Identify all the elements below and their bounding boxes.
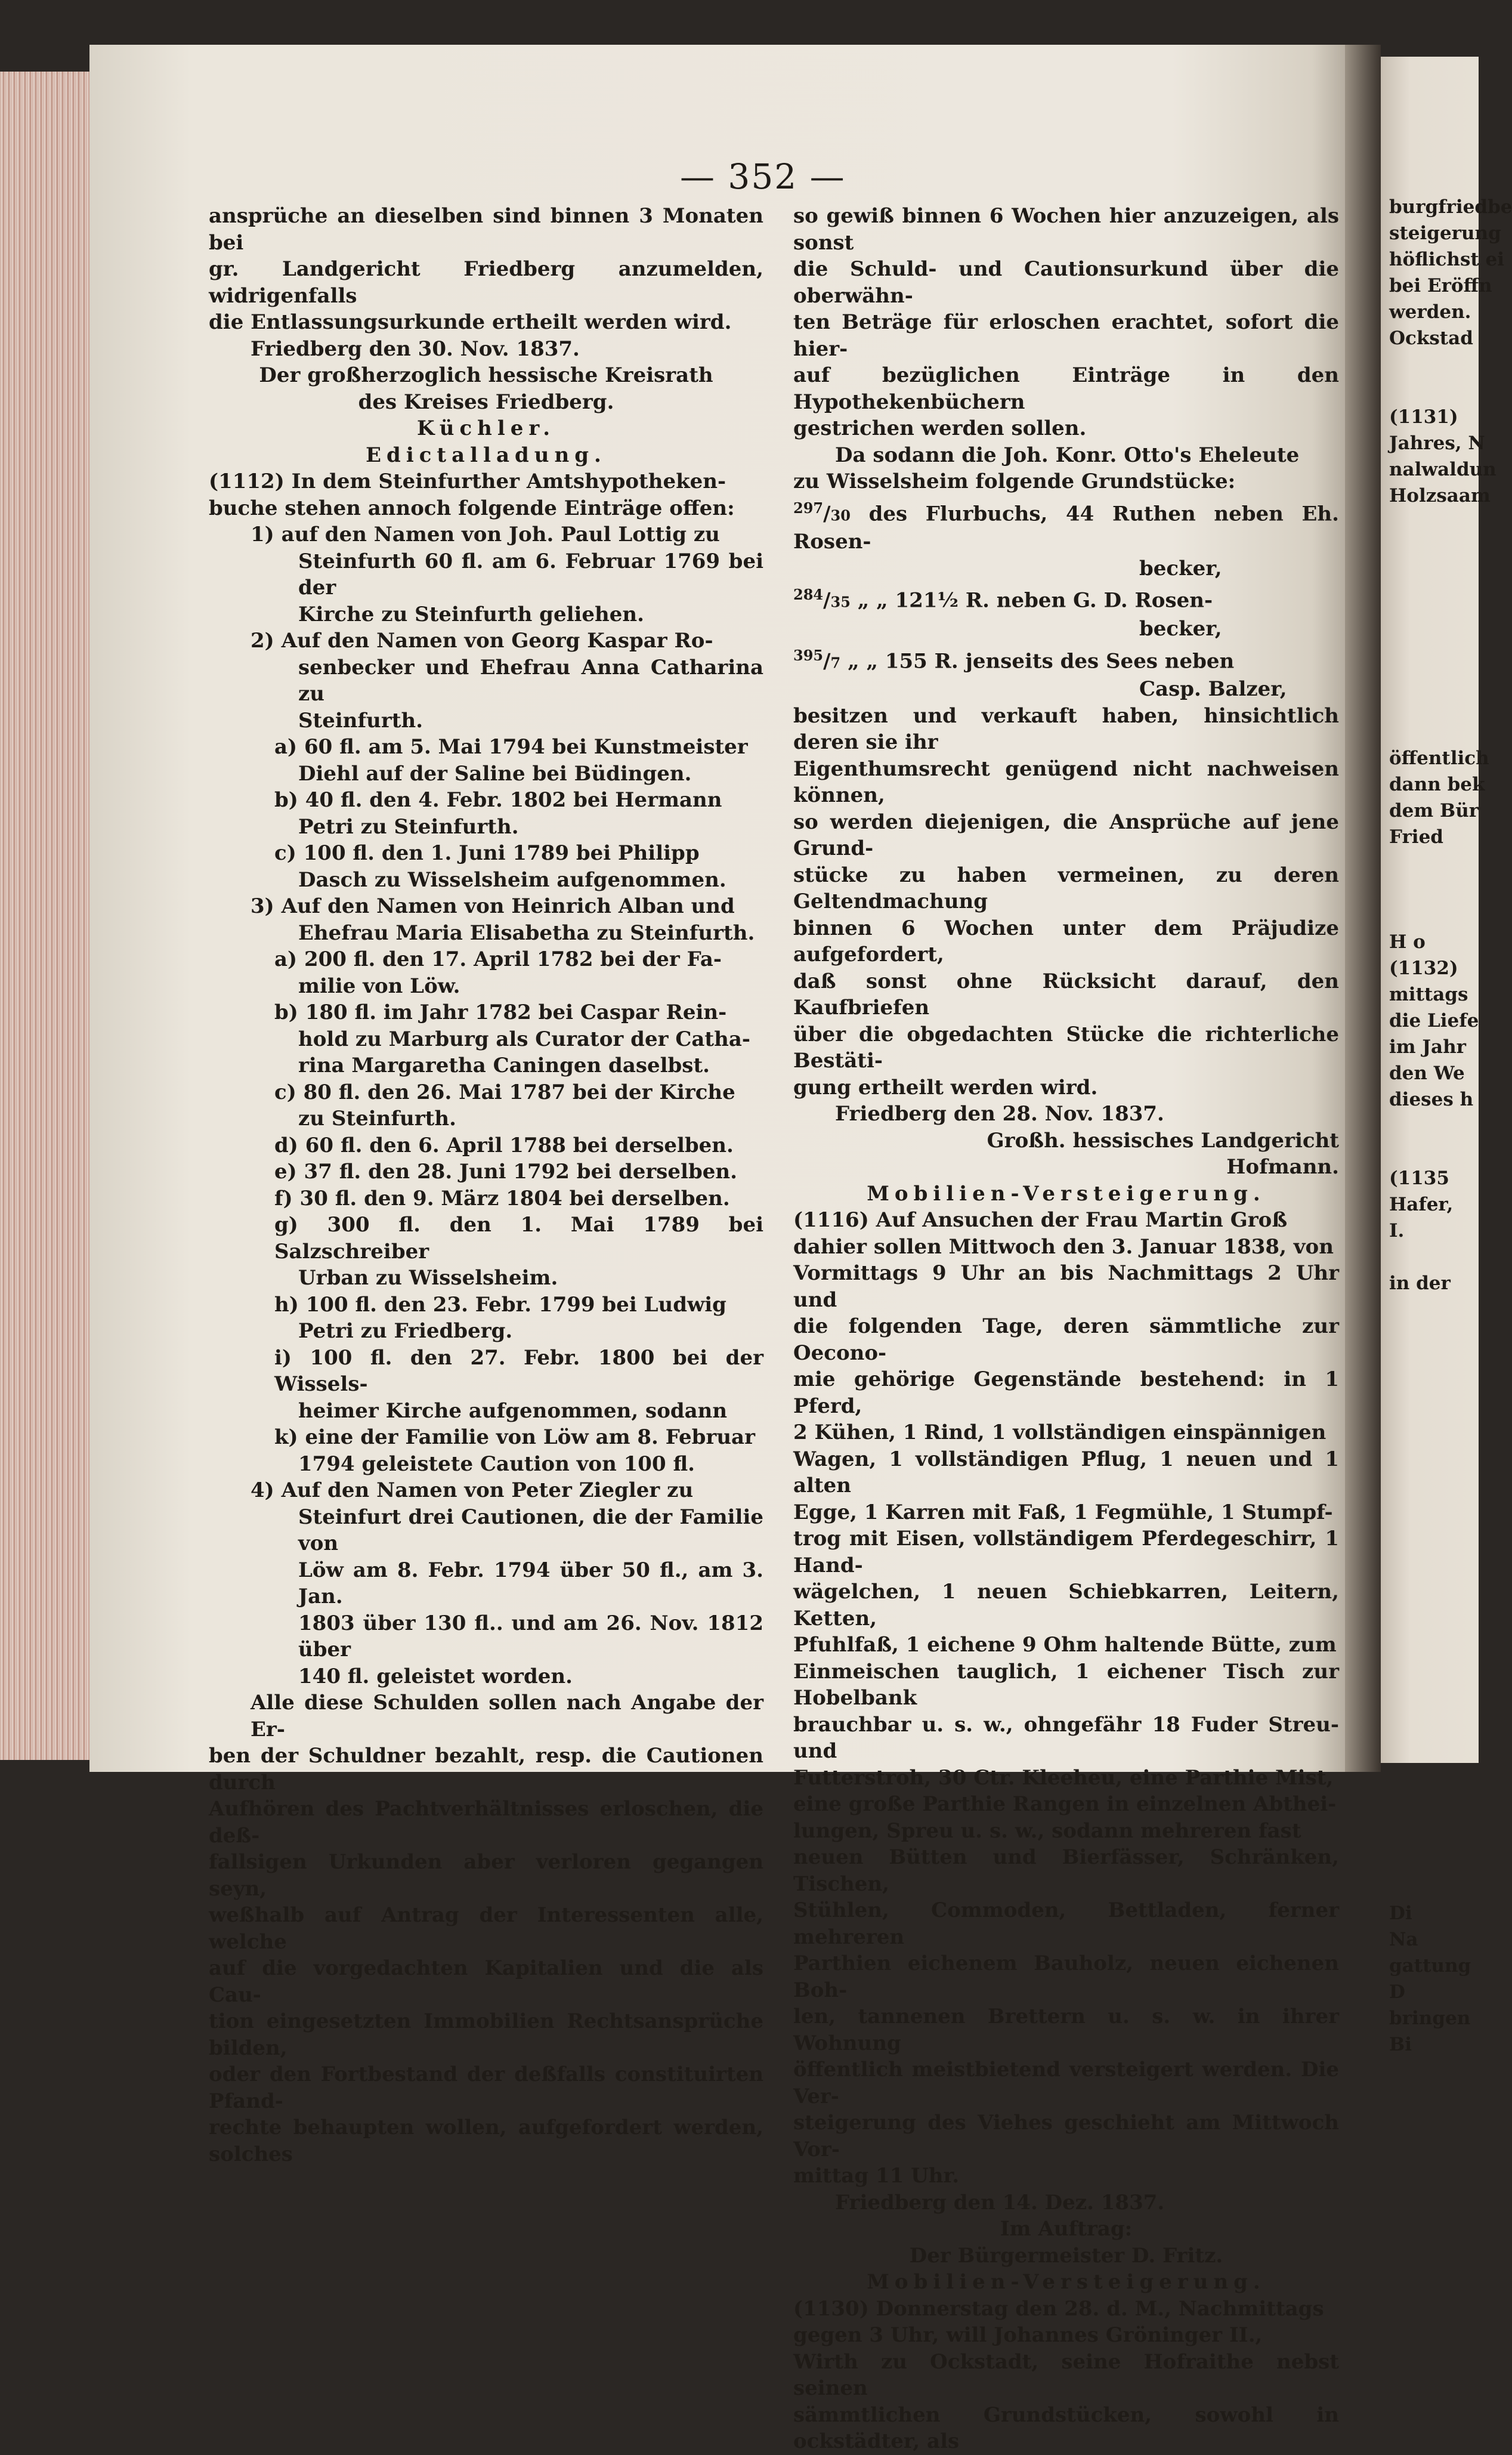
text-line: ansprüche an dieselben sind binnen 3 Monaten bei (209, 204, 763, 255)
facing-line: Holzsaam (1389, 485, 1491, 507)
text-line: sämmtlichen Grundstücken, sowohl in ockstädter, als (793, 2402, 1339, 2454)
text-line: senbecker und Ehefrau Anna Catharina zu (298, 655, 763, 706)
facing-line (1389, 1585, 1512, 1611)
text-line: 1) auf den Namen von Joh. Paul Lottig zu (251, 523, 720, 546)
text-line: Ehefrau Maria Elisabetha zu Steinfurth. (298, 921, 755, 945)
facing-line: (1132) (1389, 958, 1458, 979)
text-line: fallsigen Urkunden aber verloren gegangen seyn, (209, 1850, 763, 1901)
text-line: a) 60 fl. am 5. Mai 1794 bei Kunstmeister (274, 735, 748, 759)
facing-line (1389, 1716, 1512, 1743)
text-line: Parthien eichenem Bauholz, neuen eichenen Boh- (793, 1951, 1339, 2002)
text-line: 1794 geleistete Caution von 100 fl. (298, 1452, 695, 1476)
facing-line (1389, 1821, 1512, 1848)
text-line: Friedberg den 28. Nov. 1837. (835, 1102, 1164, 1126)
text-line: Friedberg den 30. Nov. 1837. (251, 336, 580, 361)
facing-line (1389, 903, 1512, 929)
text-line: heimer Kirche aufgenommen, sodann (298, 1398, 728, 1423)
text-line: Mobilien-Versteigerung. (867, 2270, 1266, 2295)
text-line: len, tannenen Brettern u. s. w. in ihrer Wohnung (793, 2005, 1339, 2055)
text-line: gestrichen werden sollen. (793, 416, 1087, 440)
facing-line (1389, 1664, 1512, 1690)
text-line: stücke zu haben vermeinen, zu deren Geltendmachung (793, 863, 1339, 914)
facing-line: in der (1389, 1273, 1451, 1294)
text-line: Alle diese Schulden sollen nach Angabe der Er- (251, 1691, 763, 1741)
text-line: Hofmann. (1226, 1155, 1339, 1179)
text-line: Steinfurth. (298, 708, 423, 733)
text-line: Dasch zu Wisselsheim aufgenommen. (298, 867, 726, 892)
text-line: ten Beträge für erloschen erachtet, sofort die hier- (793, 310, 1339, 361)
text-line: daß sonst ohne Rücksicht darauf, den Kaufbriefen (793, 969, 1339, 1020)
facing-line: Bi (1389, 2034, 1412, 2055)
facing-line (1389, 876, 1512, 903)
text-line: auf die vorgedachten Kapitalien und die als Cau- (209, 1956, 763, 2007)
text-line: die folgenden Tage, deren sämmtliche zur Oecono- (793, 1314, 1339, 1365)
facing-line: mittags (1389, 984, 1468, 1005)
text-line: Im Auftrag: (1000, 2217, 1133, 2241)
text-line: Edictalladung. (366, 443, 607, 467)
text-line: 2 Kühen, 1 Rind, 1 vollständigen einspännigen (793, 1420, 1327, 1445)
facing-line: Di (1389, 1903, 1412, 1924)
facing-line (1389, 1848, 1512, 1874)
facing-line: höflichst ei (1389, 249, 1505, 270)
text-line: Löw am 8. Febr. 1794 über 50 fl., am 3. Jan. (298, 1558, 763, 1608)
text-line: neuen Bütten und Bierfässer, Schränken, Tischen, (793, 1845, 1339, 1896)
facing-line (1389, 1533, 1512, 1559)
text-line: Urban zu Wisselsheim. (298, 1266, 558, 1290)
text-line: Da sodann die Joh. Konr. Otto's Eheleute (835, 443, 1300, 467)
facing-line (1389, 1244, 1512, 1270)
facing-line: Ockstad (1389, 328, 1473, 349)
text-line: oder den Fortbestand der deßfalls constituirten Pfand- (209, 2062, 763, 2113)
text-line: Stühlen, Commoden, Bettladen, ferner mehreren (793, 1898, 1339, 1949)
text-line: 2) Auf den Namen von Georg Kaspar Ro- (251, 629, 713, 653)
facing-line: H o (1389, 931, 1426, 953)
text-line: öffentlich meistbietend versteigert werden. Die Ver- (793, 2058, 1339, 2108)
text-line: lungen, Spreu u. s. w., sodann mehreren fast (793, 1818, 1301, 1843)
facing-line (1389, 1611, 1512, 1638)
parcel-continuation: Casp. Balzer, (1139, 677, 1287, 702)
text-line: auf bezüglichen Einträge in den Hypothekenbüchern (793, 363, 1339, 414)
facing-line (1389, 1559, 1512, 1585)
facing-line (1389, 378, 1512, 404)
facing-line: steigerung (1389, 223, 1501, 244)
facing-line (1389, 1296, 1512, 1323)
text-line: Futterstroh, 30 Ctr. Kleeheu, eine Parthie Mist, (793, 1765, 1334, 1790)
text-line: rina Margaretha Caningen daselbst. (298, 1054, 710, 1077)
text-line: c) 100 fl. den 1. Juni 1789 bei Philipp (274, 841, 700, 865)
facing-line (1389, 719, 1512, 745)
text-line: a) 200 fl. den 17. April 1782 bei der Fa- (274, 947, 722, 971)
text-line: Einmeischen tauglich, 1 eichener Tisch zur Hobelbank (793, 1659, 1339, 1710)
parcel-list (793, 495, 1339, 703)
text-line: Pfuhlfaß, 1 eichene 9 Ohm haltende Bütte, zum (793, 1633, 1337, 1657)
facing-line (1389, 850, 1512, 876)
facing-line (1389, 1113, 1512, 1139)
book-gutter (1345, 45, 1381, 1772)
text-line: Küchler. (416, 416, 556, 440)
facing-line (1389, 1769, 1512, 1795)
text-line: weßhalb auf Antrag der Interessenten alle, welche (209, 1903, 763, 1954)
facing-line: Fried (1389, 826, 1443, 848)
facing-line: bringen (1389, 2008, 1471, 2029)
facing-line (1389, 1375, 1512, 1401)
text-line: zu Wisselsheim folgende Grundstücke: (793, 470, 1236, 493)
facing-line: (1135 (1389, 1168, 1449, 1189)
text-line: Wirth zu Ockstadt, seine Hofraithe nebst seinen (793, 2349, 1339, 2401)
parcel-text: des Flurbuchs, 44 Ruthen neben Eh. Rosen- (793, 501, 1339, 554)
parcel-number: 395 (793, 646, 824, 664)
text-line: tion eingesetzten Immobilien Rechtsansprüche bilden, (209, 2009, 763, 2060)
parcel-denominator: 30 (830, 506, 851, 524)
facing-line: burgfriedbe (1389, 196, 1512, 218)
text-line: mie gehörige Gegenstände bestehend: in 1 Pferd, (793, 1367, 1339, 1418)
text-line: steigerung des Viehes geschieht am Mittwoch Vor- (793, 2111, 1339, 2161)
text-line: mittag 11 Uhr. (793, 2164, 960, 2188)
text-line: (1116) Auf Ansuchen der Frau Martin Groß (793, 1208, 1288, 1233)
facing-line (1389, 588, 1512, 614)
facing-line (1389, 640, 1512, 666)
text-line: g) 300 fl. den 1. Mai 1789 bei Salzschreiber (274, 1213, 763, 1264)
facing-line: nalwaldun (1389, 459, 1496, 480)
text-line: Großh. hessisches Landgericht (987, 1128, 1339, 1153)
text-line: hold zu Marburg als Curator der Catha- (298, 1027, 750, 1051)
text-line: besitzen und verkauft haben, hinsichtlich deren sie ihr (793, 703, 1339, 755)
facing-line (1389, 1874, 1512, 1900)
facing-line (1389, 1795, 1512, 1821)
text-line: h) 100 fl. den 23. Febr. 1799 bei Ludwig (274, 1292, 726, 1317)
facing-line (1389, 666, 1512, 693)
facing-line: öffentlich (1389, 748, 1489, 769)
text-line: d) 60 fl. den 6. April 1788 bei derselben. (274, 1133, 734, 1157)
text-line: Der großherzoglich hessische Kreisrath (259, 363, 713, 387)
text-line: Friedberg den 14. Dez. 1837. (835, 2190, 1165, 2215)
parcel-number: 297 (793, 499, 824, 517)
text-line: Egge, 1 Karren mit Faß, 1 Fegmühle, 1 Stumpf- (793, 1500, 1333, 1524)
page-number: — 352 — (680, 156, 846, 197)
right-column (793, 203, 1339, 2455)
facing-line (1389, 351, 1512, 378)
facing-line (1389, 1401, 1512, 1428)
text-line: i) 100 fl. den 27. Febr. 1800 bei der Wissels- (274, 1345, 763, 1396)
text-line: des Kreises Friedberg. (358, 390, 614, 414)
text-line: milie von Löw. (298, 974, 460, 998)
facing-line: Hafer, (1389, 1194, 1454, 1215)
right-column-body (793, 703, 1339, 2455)
text-line: buche stehen annoch folgende Einträge offen: (209, 496, 735, 520)
facing-line (1389, 1349, 1512, 1375)
parcel-continuation: becker, (1139, 617, 1222, 641)
text-line: binnen 6 Wochen unter dem Präjudize aufgefordert, (793, 916, 1339, 967)
text-line: ben der Schuldner bezahlt, resp. die Cautionen durch (209, 1744, 763, 1795)
text-line: 3) Auf den Namen von Heinrich Alban und (251, 894, 735, 918)
facing-line (1389, 1454, 1512, 1480)
facing-line (1389, 1480, 1512, 1506)
text-line: c) 80 fl. den 26. Mai 1787 bei der Kirche (274, 1080, 735, 1104)
right-column-intro (793, 203, 1339, 495)
facing-line (1389, 693, 1512, 719)
facing-line (1389, 1743, 1512, 1769)
text-line: Steinfurth 60 fl. am 6. Februar 1769 bei der (298, 549, 763, 600)
text-line: Vormittags 9 Uhr an bis Nachmittags 2 Uhr und (793, 1261, 1339, 1312)
facing-page (1381, 57, 1512, 2055)
text-line: (1112) In dem Steinfurther Amtshypotheken- (209, 470, 726, 493)
facing-line: dem Bür (1389, 800, 1479, 822)
parcel-entry: $^{395}$/7 „ „ 155 R. jenseits des Sees neben (793, 646, 1235, 673)
text-line: gegen 3 Uhr, will Johannes Gröninger II., (793, 2323, 1263, 2348)
parcel-denominator: 35 (830, 593, 851, 611)
text-line: trog mit Eisen, vollständigem Pferdegeschirr, 1 Hand- (793, 1527, 1339, 1577)
text-line: zu Steinfurth. (298, 1107, 456, 1131)
parcel-entry: $^{284}$/35 „ „ 121½ R. neben G. D. Rosen- (793, 586, 1213, 613)
parcel-text: „ „ 155 R. jenseits des Sees neben (840, 649, 1235, 673)
text-line: Aufhören des Pachtverhältnisses erloschen, die deß- (209, 1797, 763, 1848)
text-line: e) 37 fl. den 28. Juni 1792 bei derselben. (274, 1160, 737, 1184)
text-line: die Entlassungsurkunde ertheilt werden wird. (209, 310, 732, 334)
text-line: rechte behaupten wollen, aufgefordert werden, solches (209, 2116, 763, 2166)
facing-line (1389, 561, 1512, 588)
facing-line: die Liefe (1389, 1010, 1479, 1032)
text-line: eine große Parthie Rangen in einzelnen Abthei- (793, 1792, 1337, 1817)
facing-line: den We (1389, 1063, 1465, 1084)
facing-line: dann bek (1389, 774, 1485, 795)
text-line: so gewiß binnen 6 Wochen hier anzuzeigen, als sonst (793, 204, 1339, 255)
text-line: Eigenthumsrecht genügend nicht nachweisen können, (793, 756, 1339, 808)
facing-line (1389, 509, 1512, 535)
facing-line (1389, 1690, 1512, 1716)
facing-line: im Jahr (1389, 1036, 1466, 1058)
text-line: wägelchen, 1 neuen Schiebkarren, Leitern, Ketten, (793, 1580, 1339, 1631)
facing-line (1389, 1139, 1512, 1165)
facing-line: werden. (1389, 301, 1471, 323)
text-line: brauchbar u. s. w., ohngefähr 18 Fuder Streu- und (793, 1712, 1339, 1764)
facing-line: (1131) (1389, 406, 1458, 428)
parcel-text: „ „ 121½ R. neben G. D. Rosen- (850, 588, 1213, 613)
text-line: (1130) Donnerstag den 28. d. M., Nachmittags (793, 2296, 1324, 2321)
facing-line (1389, 1323, 1512, 1349)
text-line: 4) Auf den Namen von Peter Ziegler zu (251, 1478, 694, 1502)
text-line: k) eine der Familie von Löw am 8. Februar (274, 1425, 755, 1449)
facing-line: D (1389, 1981, 1405, 2003)
text-line: Mobilien-Versteigerung. (867, 1181, 1266, 1206)
text-line: gung ertheilt werden wird. (793, 1075, 1098, 1100)
text-line: 140 fl. geleistet worden. (298, 1664, 573, 1688)
facing-line (1389, 614, 1512, 640)
parcel-continuation: becker, (1139, 556, 1222, 580)
parcel-denominator: 7 (830, 653, 841, 671)
text-line: f) 30 fl. den 9. März 1804 bei derselben. (274, 1186, 730, 1210)
text-line: Diehl auf der Saline bei Büdingen. (298, 761, 692, 786)
text-line: über die obgedachten Stücke die richterliche Bestäti- (793, 1022, 1339, 1073)
text-line: Der Bürgermeister D. Fritz. (909, 2243, 1223, 2268)
facing-line: gattung (1389, 1955, 1471, 1977)
text-line: b) 40 fl. den 4. Febr. 1802 bei Hermann (274, 788, 722, 812)
facing-line: Na (1389, 1929, 1418, 1950)
facing-line (1389, 1638, 1512, 1664)
text-line: gr. Landgericht Friedberg anzumelden, widrigenfalls (209, 257, 763, 308)
text-line: so werden diejenigen, die Ansprüche auf jene Grund- (793, 810, 1339, 861)
text-line: Petri zu Friedberg. (298, 1319, 513, 1343)
facing-line: bei Eröffn (1389, 275, 1492, 297)
facing-line (1389, 1506, 1512, 1533)
text-line: die Schuld- und Cautionsurkund über die oberwähn- (793, 257, 1339, 308)
text-line: Wagen, 1 vollständigen Pflug, 1 neuen und 1 alten (793, 1447, 1339, 1498)
facing-page-text (1389, 194, 1512, 2058)
facing-line: Jahres, N (1389, 433, 1485, 454)
facing-line (1389, 1428, 1512, 1454)
left-column (209, 203, 763, 2167)
text-line: Kirche zu Steinfurth geliehen. (298, 602, 644, 626)
text-line: dahier sollen Mittwoch den 3. Januar 1838, von (793, 1234, 1334, 1259)
text-line: b) 180 fl. im Jahr 1782 bei Caspar Rein- (274, 1000, 727, 1024)
facing-line: I. (1389, 1220, 1405, 1242)
text-line: Petri zu Steinfurth. (298, 814, 519, 839)
parcel-number: 284 (793, 586, 824, 604)
parcel-entry: $^{297}$/30 des Flurbuchs, 44 Ruthen neben Eh. Rosen- (793, 499, 1339, 554)
text-line: 1803 über 130 fl.. und am 26. Nov. 1812 über (298, 1611, 763, 1662)
facing-line (1389, 535, 1512, 561)
text-line: Steinfurt drei Cautionen, die der Familie von (298, 1505, 763, 1555)
facing-line: dieses h (1389, 1089, 1474, 1110)
